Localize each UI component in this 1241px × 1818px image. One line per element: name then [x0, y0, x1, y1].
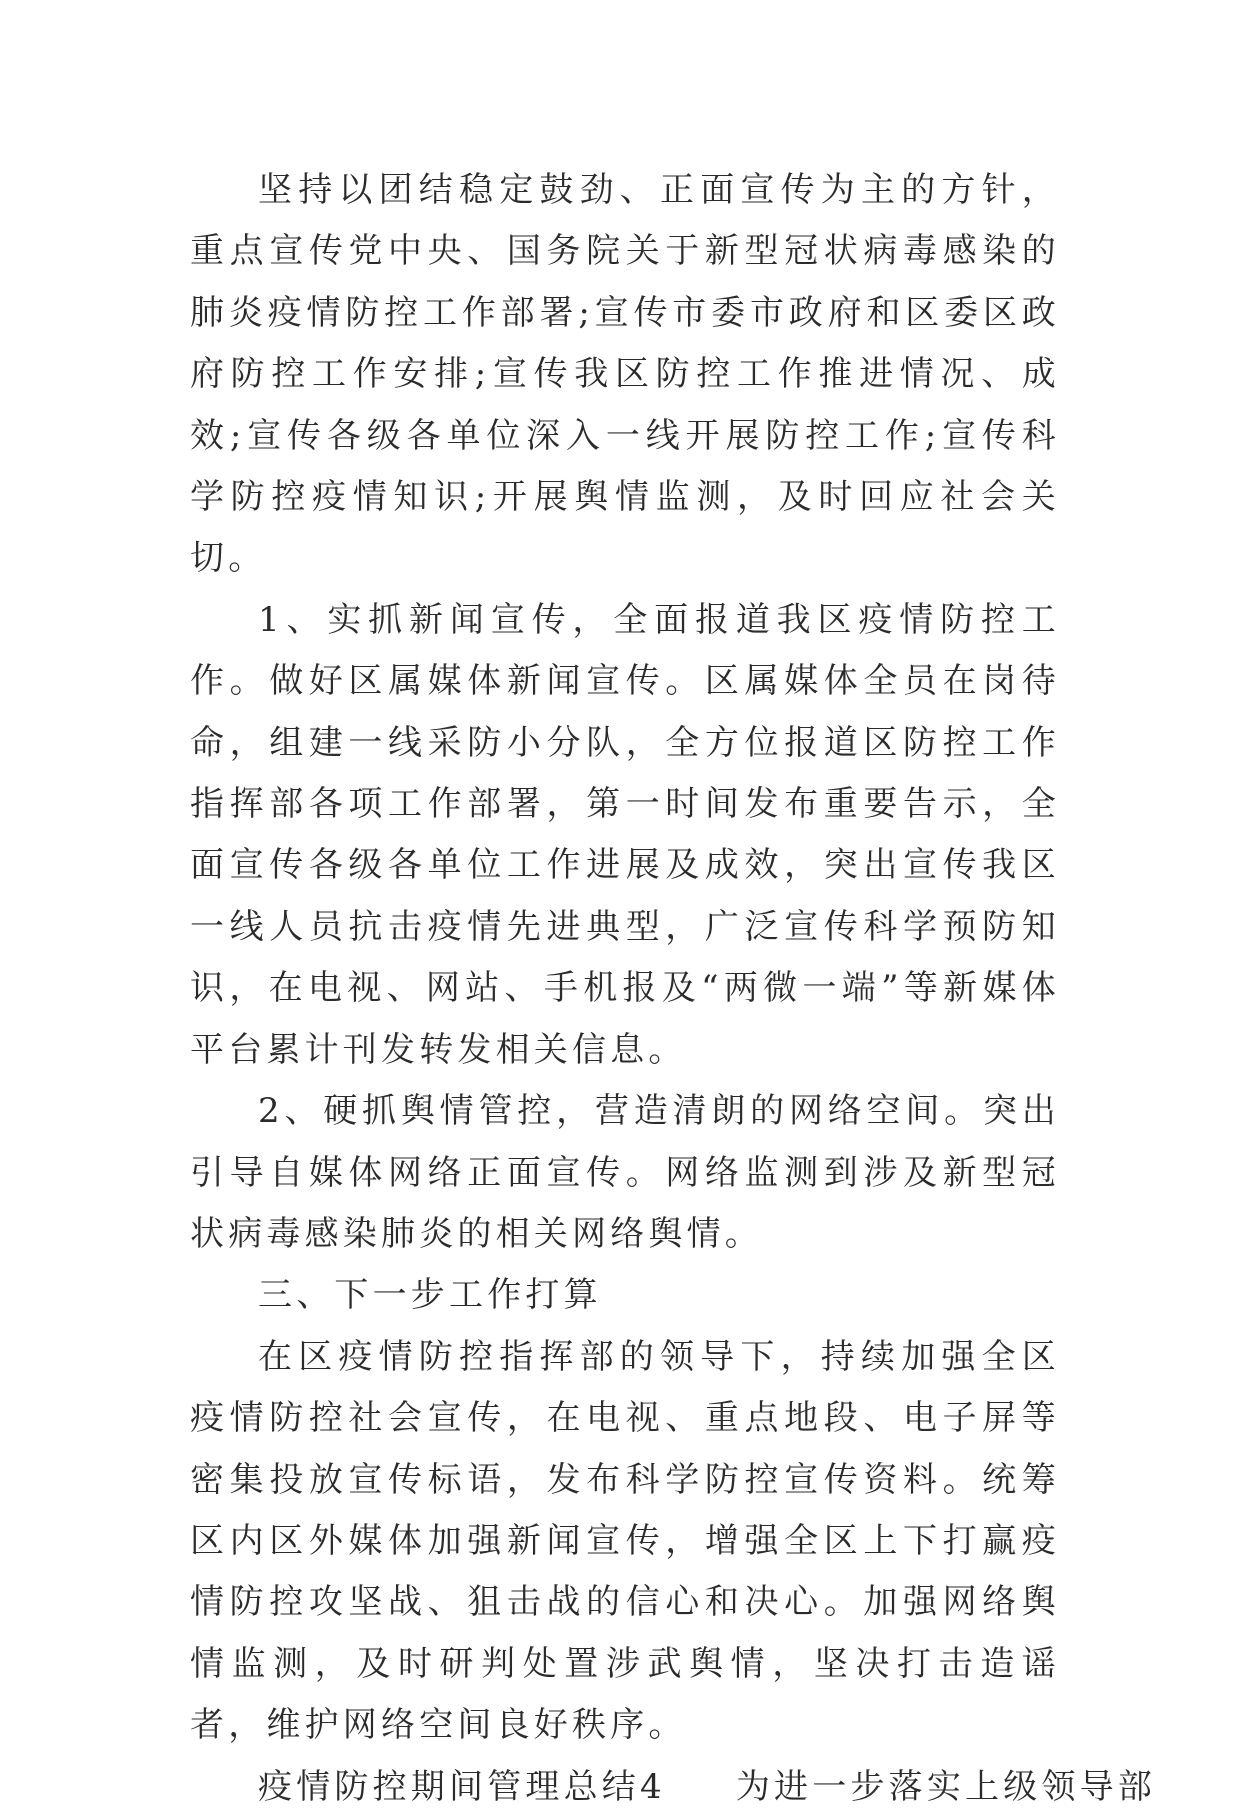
- paragraph-intro: 坚持以团结稳定鼓劲、正面宣传为主的方针，重点宣传党中央、国务院关于新型冠状病毒感染的肺炎疫情防控工作部署;宣传市委市政府和区委区政府防控工作安排;宣传我区防控工作推进情况、成效;宣传各级各单位深入一线开展防控工作;宣传科学防控疫情知识;开展舆情监测，及时回应社会关切。: [190, 170, 1060, 579]
- paragraph-public-opinion: 2、硬抓舆情管控，营造清朗的网络空间。突出引导自媒体网络正面宣传。网络监测到涉及新型冠状病毒感染肺炎的相关网络舆情。: [190, 1091, 1060, 1254]
- document-body: [190, 160, 1157, 1818]
- section-heading: 三、下一步工作打算: [258, 1275, 602, 1316]
- next-summary-line: [190, 1757, 1157, 1818]
- next-summary-title: 疫情防控期间管理总结4: [258, 1766, 666, 1807]
- paragraph-next-steps: 在区疫情防控指挥部的领导下，持续加强全区疫情防控社会宣传，在电视、重点地段、电子屏等密集投放宣传标语，发布科学防控宣传资料。统筹区内区外媒体加强新闻宣传，增强全区上下打赢疫情防控攻坚战、狙击战的信心和决心。加强网络舆情监测，及时研判处置涉武舆情，坚决打击造谣者，维护网络空间良好秩序。: [190, 1336, 1060, 1746]
- paragraph-news-publicity: 1、实抓新闻宣传，全面报道我区疫情防控工作。做好区属媒体新闻宣传。区属媒体全员在岗待命，组建一线采防小分队，全方位报道区防控工作指挥部各项工作部署，第一时间发布重要告示，全面宣传各级各单位工作进展及成效，突出宣传我区一线人员抗击疫情先进典型，广泛宣传科学预防知识，在电视、网站、手机报及“两微一端”等新媒体平台累计刊发转发相关信息。: [190, 599, 1060, 1070]
- next-summary-start: 为进一步落实上级领导部: [735, 1766, 1157, 1807]
